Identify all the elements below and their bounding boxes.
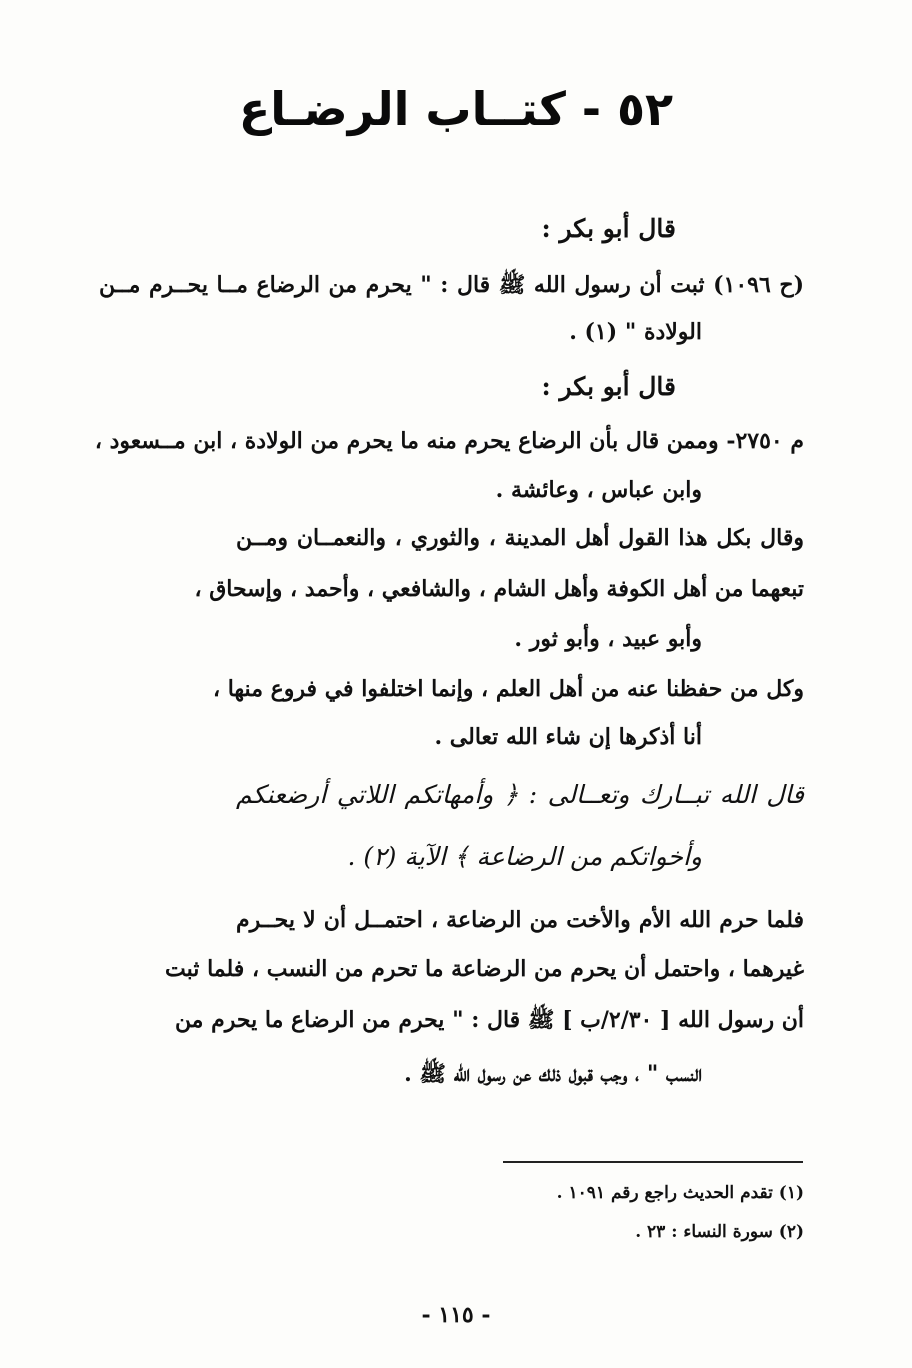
paragraph-4-line-3: أن رسول الله [ ٢/٣٠/ب ] ﷺ قال : " يحرم من الرضاع ما يحرم من [174, 1007, 804, 1033]
hadith-line-2: الولادة " (١) . [569, 319, 702, 345]
paragraph-4-line-2: غيرهما ، واحتمل أن يحرم من الرضاعة ما تحرم من النسب ، فلما ثبت [165, 956, 804, 982]
chapter-title: ٥٢ - كتــاب الرضـاع [238, 82, 674, 136]
paragraph-3-line-1: وكل من حفظنا عنه من أهل العلم ، وإنما اختلفوا في فروع منها ، [212, 676, 804, 702]
paragraph-2-line-3: وأبو عبيد ، وأبو ثور . [514, 626, 702, 652]
footnote-2: (٢) سورة النساء : ٢٣ . [635, 1222, 804, 1242]
paragraph-2-line-1: وقال بكل هذا القول أهل المدينة ، والثوري ، والنعمــان ومــن [236, 525, 804, 551]
issue-line-1: م ٢٧٥٠- وممن قال بأن الرضاع يحرم منه ما يحرم من الولادة ، ابن مــسعود ، [94, 428, 804, 454]
paragraph-4-line-4: النسب " ، وجب قبول ذلك عن رسول الله ﷺ . [404, 1061, 702, 1087]
speaker-heading-1: قال أبو بكر : [541, 214, 676, 243]
paragraph-4-line-1: فلما حرم الله الأم والأخت من الرضاعة ، احتمــل أن لا يحــرم [236, 907, 804, 933]
page-number: - ١١٥ - [421, 1302, 491, 1328]
footnote-1: (١) تقدم الحديث راجع رقم ١٠٩١ . [556, 1183, 804, 1203]
speaker-heading-2: قال أبو بكر : [541, 372, 676, 401]
issue-line-2: وابن عباس ، وعائشة . [495, 477, 702, 503]
paragraph-3-line-2: أنا أذكرها إن شاء الله تعالى . [434, 724, 702, 750]
paragraph-2-line-2: تبعهما من أهل الكوفة وأهل الشام ، والشافعي ، وأحمد ، وإسحاق ، [194, 576, 804, 602]
hadith-line-1: (ح ١٠٩٦) ثبت أن رسول الله ﷺ قال : " يحرم من الرضاع مــا يحــرم مــن [99, 272, 804, 298]
quran-verse-line-1: قال الله تبــارك وتعــالى : ﴿ وأمهاتكم اللاتي أرضعنكم [236, 780, 804, 809]
footnote-separator [503, 1161, 803, 1163]
quran-verse-line-2: وأخواتكم من الرضاعة ﴾ الآية (٢) . [347, 842, 702, 871]
